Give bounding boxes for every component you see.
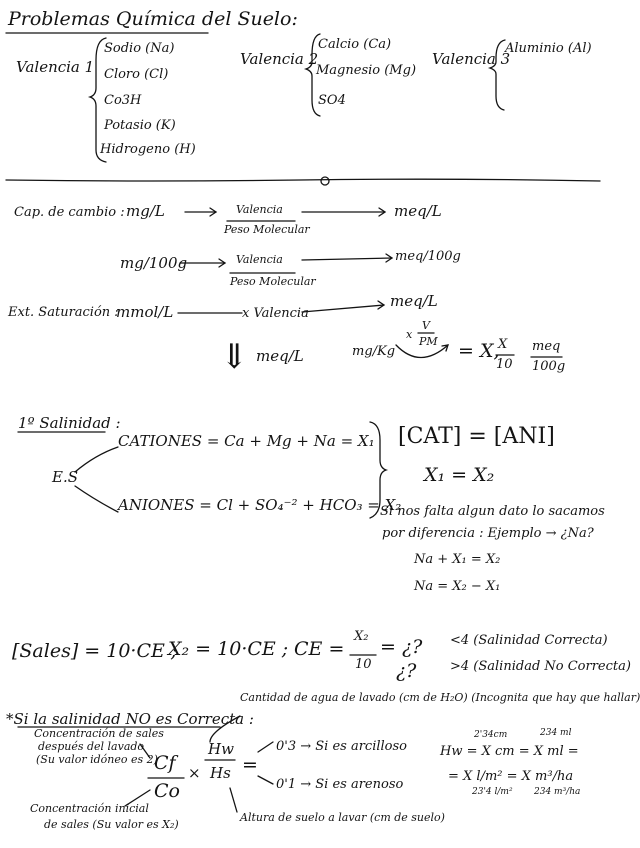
hw-sub-2: 234 m³/ha	[534, 787, 581, 797]
conc-ini-line-1: Concentración inicial	[30, 802, 149, 815]
ten-denominator: 10	[496, 357, 513, 372]
ext-saturacion-label: Ext. Saturación :	[8, 305, 119, 320]
v2-item: Magnesio (Mg)	[316, 63, 417, 78]
valencia-3-label: Valencia 3	[432, 50, 511, 68]
sales-formula-c: CE =	[294, 638, 345, 660]
v2-item: SO4	[318, 93, 346, 108]
cationes-eq: CATIONES = Ca + Mg + Na = X₁	[118, 432, 375, 450]
unit-mgkg: mg/Kg	[352, 344, 396, 359]
hw-eq-line-2: = X l/m² = X m³/ha	[448, 769, 574, 784]
hw-numerator: Hw	[208, 740, 234, 758]
x1-x2-eq: X₁ = X₂	[424, 464, 495, 486]
cf-numerator: Cf	[154, 752, 176, 774]
salinidad-correcta: <4 (Salinidad Correcta)	[450, 633, 608, 648]
arcilloso-option: 0'3 → Si es arcilloso	[276, 739, 408, 754]
na-eq-1: Na + X₁ = X₂	[414, 552, 501, 567]
cantidad-agua-note: Cantidad de agua de lavado (cm de H₂O) (Incognita que hay que hallar)	[240, 691, 640, 704]
conc-final-line-3: (Su valor idóneo es 2)	[36, 753, 158, 766]
meql-down: meq/L	[256, 347, 304, 365]
na-eq-2: Na = X₂ − X₁	[414, 579, 501, 594]
v3-item: Aluminio (Al)	[505, 41, 592, 56]
valencia-2-label: Valencia 2	[240, 50, 319, 68]
hw-sub-1: 23'4 l/m²	[472, 787, 513, 797]
v1-item: Potasio (K)	[104, 118, 176, 133]
salinidad-heading: 1º Salinidad :	[18, 414, 121, 432]
altura-suelo-note: Altura de suelo a lavar (cm de suelo)	[240, 811, 445, 824]
page-title: Problemas Química del Suelo:	[8, 8, 298, 30]
v2-item: Calcio (Ca)	[318, 37, 392, 52]
co-denominator: Co	[154, 780, 180, 802]
cat-ani-eq: [CAT] = [ANI]	[398, 424, 555, 449]
unit-mgl: mg/L	[126, 202, 165, 220]
conc-ini-line-2: de sales (Su valor es X₂)	[44, 818, 179, 831]
hw-eq-line-1: Hw = X cm = X ml =	[440, 744, 579, 759]
ce-unknown-1: = ¿?	[380, 636, 423, 658]
result-x: = X,	[458, 340, 500, 362]
v1-item: Cloro (Cl)	[104, 67, 169, 82]
ce-x2-numerator: X₂	[354, 629, 369, 644]
sales-formula-b: X₂ = 10·CE ;	[168, 638, 289, 660]
hw-sup-2: 234 ml	[540, 728, 572, 738]
valencia-numerator: Valencia	[236, 203, 283, 216]
nota-line-2: por diferencia : Ejemplo → ¿Na?	[382, 526, 594, 541]
es-label: E.S	[52, 468, 78, 486]
g100-denominator: 100g	[532, 359, 566, 374]
ce-unknown-2: ¿?	[396, 660, 417, 682]
v1-item: Co3H	[104, 93, 142, 108]
meq-numerator: meq	[532, 339, 561, 354]
meql-result-2: meq/L	[390, 292, 438, 310]
v1-item: Hidrogeno (H)	[100, 142, 196, 157]
ce-10-denominator: 10	[355, 657, 372, 672]
conc-final-line-1: Concentración de sales	[34, 727, 164, 740]
x-numerator: X	[498, 337, 508, 352]
hw-sup-1: 2'34cm	[474, 730, 508, 740]
unit-mmoll: mmol/L	[116, 303, 174, 321]
peso-molecular-denominator: Peso Molecular	[224, 223, 310, 236]
v-numerator: V	[422, 319, 430, 332]
valencia-1-label: Valencia 1	[16, 58, 95, 76]
down-arrow-icon: ⇓	[220, 337, 249, 377]
hs-denominator: Hs	[210, 764, 231, 782]
x-valencia: x Valencia	[242, 306, 309, 321]
conc-final-line-2: después del lavado	[38, 740, 145, 753]
meql-result: meq/L	[394, 202, 442, 220]
equals-sign: =	[242, 754, 258, 776]
nota-line-1: Si nos falta algun dato lo sacamos	[380, 504, 605, 519]
arenoso-option: 0'1 → Si es arenoso	[276, 777, 404, 792]
salinidad-no-correcta: >4 (Salinidad No Correcta)	[450, 659, 631, 674]
unit-mg100g: mg/100g	[120, 254, 188, 272]
aniones-eq: ANIONES = Cl + SO₄⁻² + HCO₃ = X₂	[118, 496, 402, 514]
meq100g-result: meq/100g	[395, 249, 461, 264]
pm-denominator: PM	[419, 335, 438, 348]
valencia-numerator: Valencia	[236, 253, 283, 266]
cap-cambio-label: Cap. de cambio :	[14, 205, 125, 220]
times-sign: ×	[188, 764, 201, 782]
times-sign: x	[406, 328, 413, 341]
peso-molecular-denominator: Peso Molecular	[230, 275, 316, 288]
sales-formula-a: [Sales] = 10·CE ;	[12, 640, 178, 662]
lavado-heading: *Si la salinidad NO es Correcta :	[6, 710, 254, 728]
v1-item: Sodio (Na)	[104, 41, 175, 56]
